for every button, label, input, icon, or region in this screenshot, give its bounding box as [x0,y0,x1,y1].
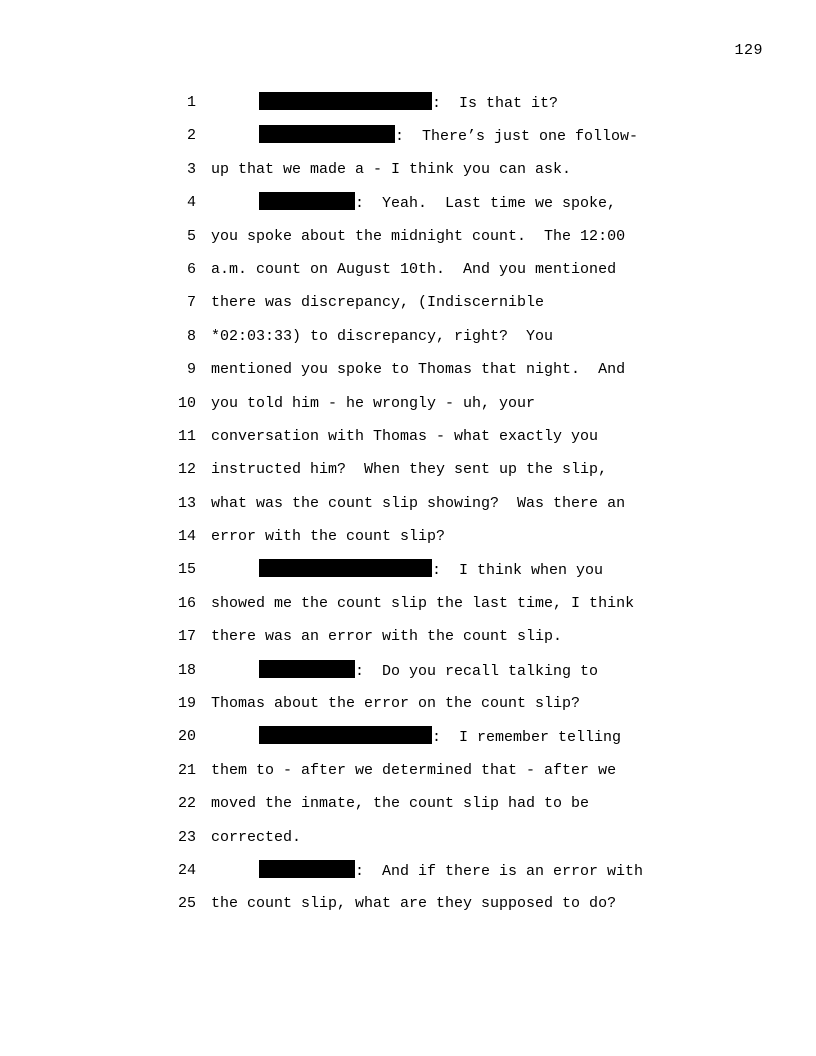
line-text-container [211,159,571,181]
line-text-container [259,860,643,883]
transcript-line [0,726,816,759]
transcript-line [0,827,816,860]
line-text-container [259,660,598,683]
line-number: 7 [186,294,196,312]
transcript-line [0,526,816,559]
line-number: 3 [186,160,196,178]
line-text-container [259,726,621,749]
transcript-line [0,326,816,359]
speaker-redaction-block [259,660,355,678]
transcript-line [0,793,816,826]
line-number: 15 [177,561,196,579]
line-number: 11 [177,427,196,445]
line-text: them to - after we determined that - after we [211,761,617,779]
line-text-container [211,292,544,314]
line-number: 10 [177,394,196,412]
transcript-line [0,893,816,926]
line-text: what was the count slip showing? Was there an [211,494,626,512]
line-text: up that we made a - I think you can ask. [211,160,572,178]
line-number: 18 [177,661,196,679]
speaker-redaction-block [259,192,355,210]
line-text-container [211,827,301,849]
line-number: 12 [177,461,196,479]
line-number: 13 [177,494,196,512]
line-number: 22 [177,795,196,813]
line-text: error with the count slip? [211,528,446,546]
line-text-container [211,493,625,515]
line-number: 6 [186,260,196,278]
line-text: Thomas about the error on the count slip? [211,695,581,713]
line-text-container [211,326,553,348]
line-text: you told him - he wrongly - uh, your [211,394,536,412]
transcript-line [0,92,816,125]
line-number: 25 [177,895,196,913]
line-number: 21 [177,761,196,779]
transcript-line [0,226,816,259]
line-text: corrected. [211,828,302,846]
speaker-redaction-block [259,92,432,110]
line-text: : There’s just one follow- [395,128,639,146]
line-text-container [211,593,634,615]
line-number: 9 [186,361,196,379]
line-number: 5 [186,227,196,245]
line-text-container [211,393,535,415]
line-text-container [211,259,616,281]
line-text: showed me the count slip the last time, I think [211,594,635,612]
line-number: 20 [177,728,196,746]
speaker-redaction-block [259,559,432,577]
line-text: the count slip, what are they supposed to do? [211,895,617,913]
line-text: : Is that it? [432,95,559,112]
line-number: 19 [177,695,196,713]
line-text-container [211,526,445,548]
line-number: 24 [177,861,196,879]
line-number: 4 [186,194,196,212]
line-number: 8 [186,327,196,345]
line-text-container [211,226,625,248]
line-text: there was an error with the count slip. [211,628,563,646]
line-text: instructed him? When they sent up the slip, [211,461,608,479]
transcript-body [0,92,816,927]
line-text: there was discrepancy, (Indiscernible [211,294,545,312]
line-text-container [211,626,562,648]
transcript-line [0,459,816,492]
transcript-line [0,493,816,526]
transcript-line [0,626,816,659]
line-number: 1 [186,94,196,111]
speaker-redaction-block [259,860,355,878]
transcript-line [0,393,816,426]
transcript-line [0,426,816,459]
line-text: you spoke about the midnight count. The 12:00 [211,227,626,245]
line-number: 16 [177,594,196,612]
line-text-container [211,359,625,381]
line-text: *02:03:33) to discrepancy, right? You [211,327,554,345]
line-text-container [259,192,616,215]
line-text-container [211,760,616,782]
transcript-line [0,693,816,726]
line-number: 2 [186,127,196,145]
speaker-redaction-block [259,726,432,744]
line-text-container [211,459,607,481]
transcript-line [0,292,816,325]
line-text-container [211,693,580,715]
line-text: mentioned you spoke to Thomas that night. And [211,361,626,379]
line-text-container [211,893,616,915]
transcript-line [0,593,816,626]
line-text: a.m. count on August 10th. And you mentioned [211,260,617,278]
transcript-line [0,359,816,392]
transcript-line [0,760,816,793]
line-number: 17 [177,628,196,646]
line-number: 14 [177,528,196,546]
line-text-container [259,125,638,148]
transcript-line [0,259,816,292]
line-text: : Yeah. Last time we spoke, [355,195,617,213]
transcript-line [0,125,816,158]
line-text-container [211,426,598,448]
line-text: : Do you recall talking to [355,662,599,680]
line-text: moved the inmate, the count slip had to be [211,795,590,813]
line-text-container [211,793,589,815]
transcript-line [0,559,816,592]
transcript-line [0,860,816,893]
transcript-line [0,660,816,693]
line-number: 23 [177,828,196,846]
line-text-container [259,92,558,115]
speaker-redaction-block [259,125,395,143]
line-text: : And if there is an error with [355,862,644,880]
line-text-container [259,559,603,582]
line-text: : I remember telling [432,729,622,747]
page-number: 129 [734,42,763,59]
line-text: : I think when you [432,562,604,580]
transcript-line [0,192,816,225]
line-text: conversation with Thomas - what exactly you [211,427,599,445]
transcript-line [0,159,816,192]
